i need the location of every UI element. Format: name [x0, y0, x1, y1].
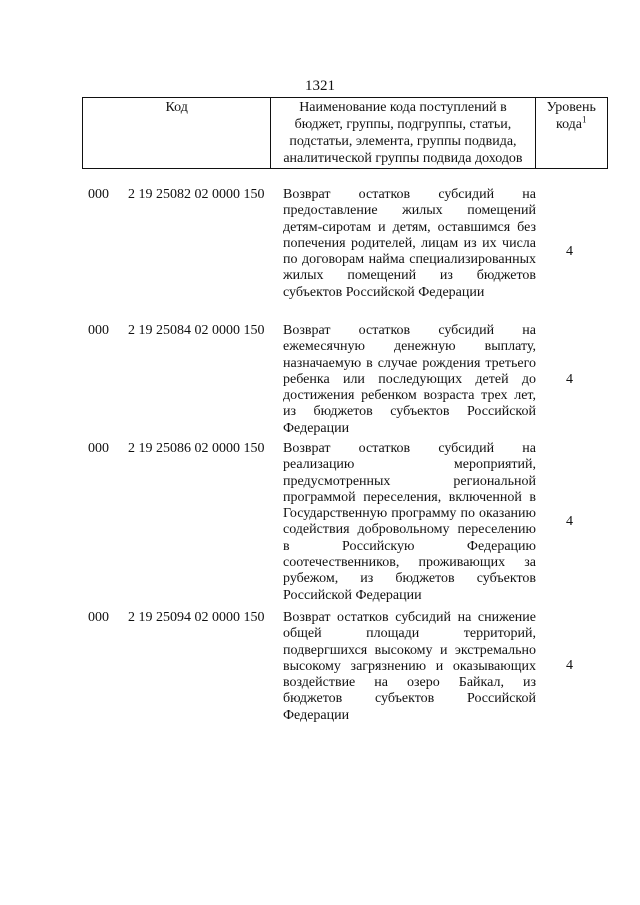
row-description: Возврат остатков субсидий на предоставление жилых помещений детям-сиротам и детям, оставшимся без попечения родителей, лицам из их числа по договорам найма специализированных жилых помещений из бюджетов субъектов Российской Федерации: [283, 187, 536, 300]
budget-code: 2 19 25084 02 0000 150: [128, 323, 265, 338]
admin-code: 000: [88, 187, 109, 202]
footnote-marker: 1: [582, 114, 587, 125]
table-header: [82, 97, 608, 169]
header-name: Наименование кода поступлений в бюджет, группы, подгруппы, статьи, подстатьи, элемента, группы подвида, аналитической группы подвида доходов: [271, 98, 535, 169]
row-level: 4: [566, 658, 573, 673]
page-number: 1321: [305, 78, 335, 94]
row-level: 4: [566, 372, 573, 387]
row-level: 4: [566, 514, 573, 529]
admin-code: 000: [88, 441, 109, 456]
admin-code: 000: [88, 323, 109, 338]
header-code: Код: [83, 98, 271, 169]
row-description: Возврат остатков субсидий на снижение общей площади территорий, подвергшихся высокому и экстремально высокому загрязнению и оказывающих воздействие на озеро Байкал, из бюджетов субъектов Российской Федерации: [283, 610, 536, 723]
budget-code: 2 19 25082 02 0000 150: [128, 187, 265, 202]
row-description: Возврат остатков субсидий на реализацию мероприятий, предусмотренных региональной программой переселения, включенной в Государственную программу по оказанию содействия добровольному переселению в Российскую Федерацию соотечественников, проживающих за рубежом, из бюджетов субъектов Российской Федерации: [283, 441, 536, 603]
header-level-label: Уровень кода: [546, 100, 596, 132]
budget-code: 2 19 25094 02 0000 150: [128, 610, 265, 625]
admin-code: 000: [88, 610, 109, 625]
budget-code: 2 19 25086 02 0000 150: [128, 441, 265, 456]
header-level: [535, 98, 608, 169]
row-description: Возврат остатков субсидий на ежемесячную денежную выплату, назначаемую в случае рождения третьего ребенка или последующих детей до достижения ребенком возраста трех лет, из бюджетов субъектов Российской Федерации: [283, 323, 536, 436]
row-level: 4: [566, 244, 573, 259]
